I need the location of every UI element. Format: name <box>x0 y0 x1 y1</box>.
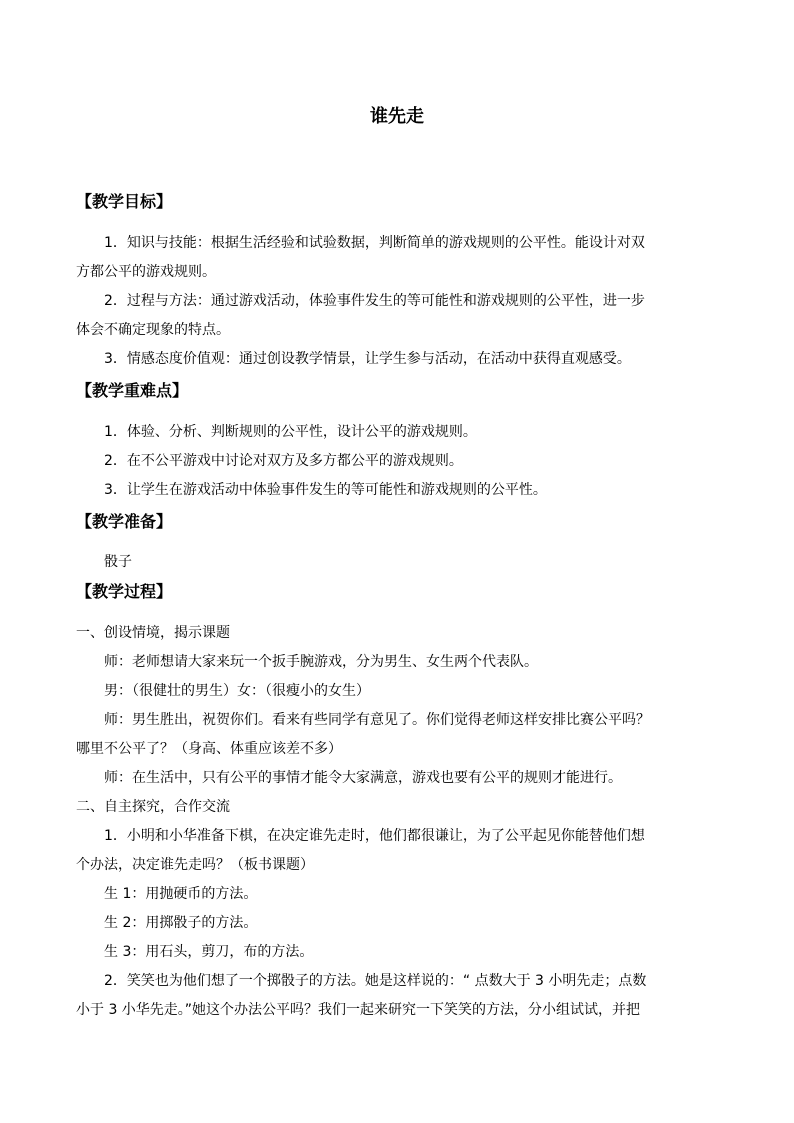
goal-3-line-1: 3．情感态度价值观：通过创设教学情景，让学生参与活动，在活动中获得直观感受。 <box>104 351 631 367</box>
goal-1-line-1: 1．知识与技能：根据生活经验和试验数据，判断简单的游戏规则的公平性。能设计对双 <box>104 235 645 251</box>
process-part-2-line-5: 生 3：用石头，剪刀，布的方法。 <box>104 944 314 960</box>
section-heading-keypoints: 【教学重难点】 <box>76 381 189 400</box>
process-part-1-line-5: 师：在生活中，只有公平的事情才能令大家满意，游戏也要有公平的规则才能进行。 <box>104 770 622 786</box>
process-part-1-line-4: 哪里不公平了？（身高、体重应该差不多） <box>76 741 342 757</box>
section-heading-process: 【教学过程】 <box>76 582 173 601</box>
section-heading-prep: 【教学准备】 <box>76 512 173 531</box>
process-part-2-line-2: 个办法，决定谁先走吗？（板书课题） <box>76 857 314 873</box>
keypoint-1: 1．体验、分析、判断规则的公平性，设计公平的游戏规则。 <box>104 424 477 440</box>
process-part-2-line-6: 2．笑笑也为他们想了一个掷骰子的方法。她是这样说的：“ 点数大于 3 小明先走；点数 <box>104 973 647 989</box>
process-part-1-line-3: 师：男生胜出，祝贺你们。看来有些同学有意见了。你们觉得老师这样安排比赛公平吗？ <box>104 712 650 728</box>
goal-2-line-1: 2．过程与方法：通过游戏活动，体验事件发生的等可能性和游戏规则的公平性，进一步 <box>104 293 645 309</box>
process-part-2-line-1: 1．小明和小华准备下棋，在决定谁先走时，他们都很谦让，为了公平起见你能替他们想 <box>104 828 645 844</box>
goal-2-line-2: 体会不确定现象的特点。 <box>76 322 230 338</box>
process-part-1-title: 一、创设情境，揭示课题 <box>76 625 230 641</box>
section-heading-goals: 【教学目标】 <box>76 192 173 211</box>
process-part-1-line-1: 师：老师想请大家来玩一个扳手腕游戏，分为男生、女生两个代表队。 <box>104 654 538 670</box>
prep-text: 骰子 <box>104 554 132 570</box>
process-part-2-title: 二、自主探究，合作交流 <box>76 799 230 815</box>
process-part-2-line-7: 小于 3 小华先走。”她这个办法公平吗？我们一起来研究一下笑笑的方法，分小组试试，并把 <box>76 1002 641 1018</box>
keypoint-3: 3．让学生在游戏活动中体验事件发生的等可能性和游戏规则的公平性。 <box>104 482 547 498</box>
process-part-1-line-2: 男：（很健壮的男生）女：（很瘦小的女生） <box>104 683 370 699</box>
keypoint-2: 2．在不公平游戏中讨论对双方及多方都公平的游戏规则。 <box>104 453 463 469</box>
process-part-2-line-3: 生 1：用抛硬币的方法。 <box>104 886 258 902</box>
document-title: 谁先走 <box>370 106 424 127</box>
process-part-2-line-4: 生 2：用掷骰子的方法。 <box>104 915 258 931</box>
goal-1-line-2: 方都公平的游戏规则。 <box>76 264 216 280</box>
